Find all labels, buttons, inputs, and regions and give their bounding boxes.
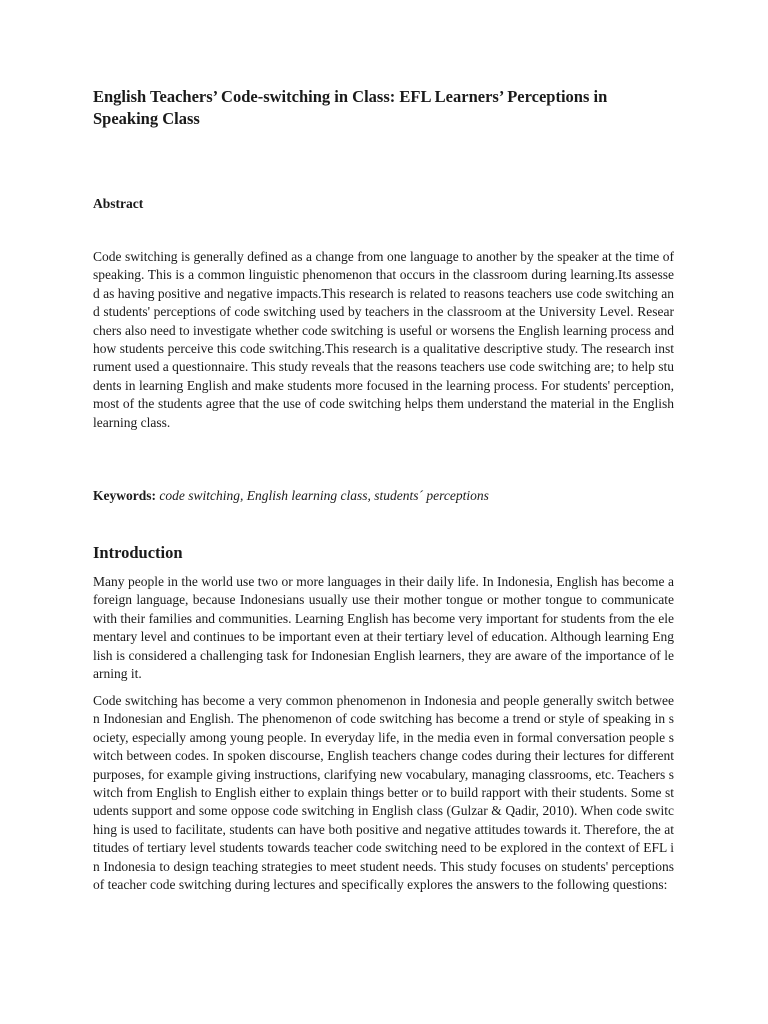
introduction-paragraph: Code switching has become a very common phenomenon in Indonesia and people generally switch between Indonesian and English. The phenomenon of code switching has become a trend or style of speaking in society, especially among young people. In everyday life, in the media even in formal conversation people switch between codes. In spoken discourse, English teachers change codes during their lectures for different purposes, for example giving instructions, clarifying new vocabulary, managing classrooms, etc. Teachers switch from English to English either to explain things better or to build rapport with their students. Some students support and some oppose code switching in English class (Gulzar & Qadir, 2010). When code switching is used to facilitate, students can have both positive and negative attitudes towards it. Therefore, the attitudes of tertiary level students towards teacher code switching need to be explored in the context of EFL in Indonesia to design teaching strategies to meet student needs. This study focuses on students' perceptions of teacher code switching during lectures and specifically explores the answers to the following questions: <box>93 693 674 893</box>
introduction-paragraph: Many people in the world use two or more languages in their daily life. In Indonesia, English has become a foreign language, because Indonesians usually use their mother tongue or mother tongue to communicate with their families and communities. Learning English has become very important for students from the elementary level and continues to be important even at their tertiary level of education. Although learning English is considered a challenging task for Indonesian English learners, they are aware of the importance of learning it. <box>93 574 674 682</box>
paper-title: English Teachers’ Code-switching in Class: EFL Learners’ Perceptions in Speaking Class <box>93 87 608 128</box>
introduction-heading: Introduction <box>93 543 183 562</box>
keywords-text: code switching, English learning class, students´ perceptions <box>159 488 489 503</box>
abstract-heading: Abstract <box>93 196 144 211</box>
keywords-label: Keywords: <box>93 488 156 503</box>
abstract-text: Code switching is generally defined as a change from one language to another by the speaker at the time of speaking. This is a common linguistic phenomenon that occurs in the classroom during learning.Its assessed as having positive and negative impacts.This research is related to reasons teachers use code switching and students' perceptions of code switching used by teachers in the classroom at the University Level. Researchers also need to investigate whether code switching is useful or worsens the English learning process and how students perceive this code switching.This research is a qualitative descriptive study. The research instrument used a questionnaire. This study reveals that the reasons teachers use code switching are; to help students in learning English and make students more focused in the learning process. For students' perception, most of the students agree that the use of code switching helps them understand the material in the English learning class. <box>93 249 674 430</box>
keywords-line <box>93 487 489 505</box>
